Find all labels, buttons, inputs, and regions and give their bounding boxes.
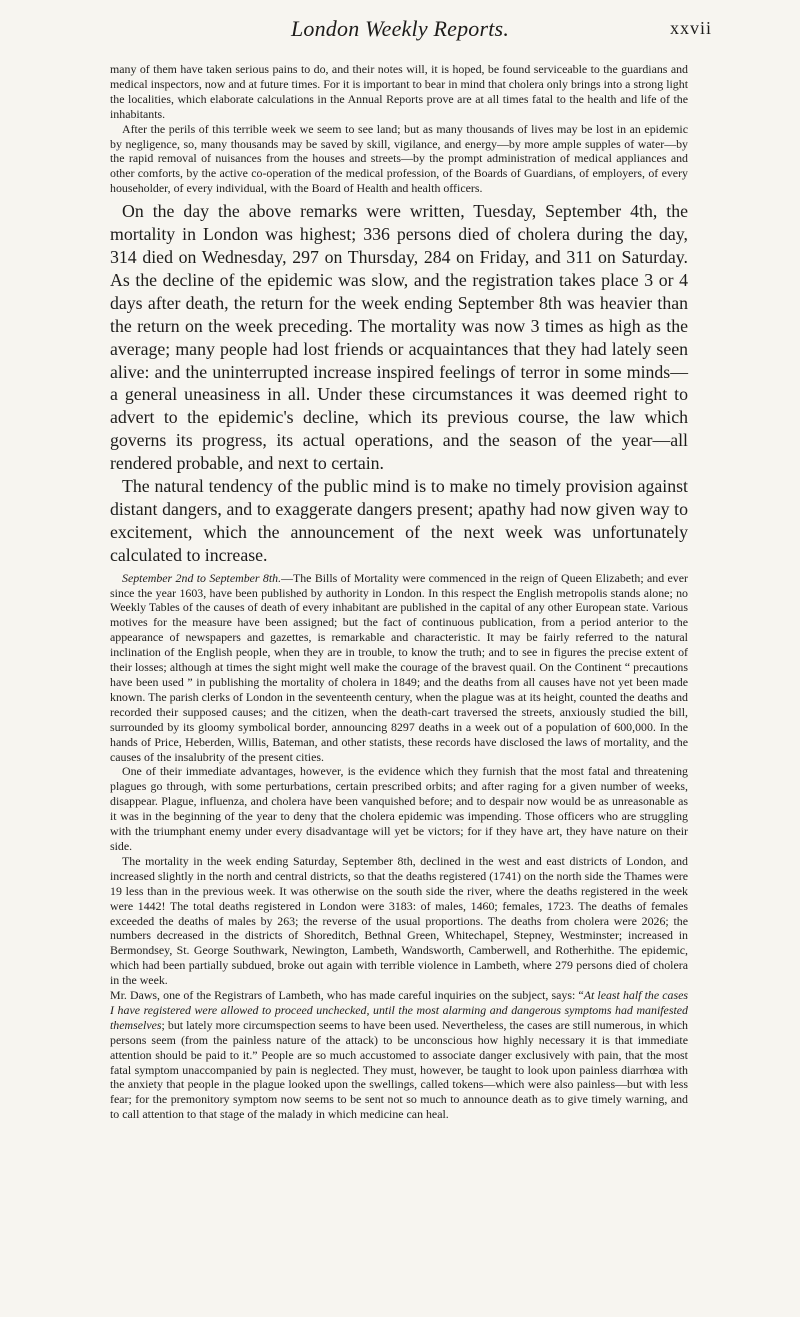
body-text	[110, 62, 688, 1122]
paragraph-perils-week: After the perils of this terrible week we seem to see land; but as many thousands of lives may be lost in an epidemic by negligence, so, many thousands may be saved by skill, vigilance, and energy—by more ample supples of water—by the rapid removal of nuisances from the houses and streets—by the prompt administration of medical appliances and other comforts, by the active co-operation of the medical profession, of the Boards of Guardians, of employers, of every householder, of every individual, with the Board of Health and health officers.	[110, 121, 688, 196]
paragraph-week-statistics: The mortality in the week ending Saturday, September 8th, declined in the west and east districts of London, and increased slightly in the north and central districts, so that the deaths registered (1741) on the north side the Thames were 19 less than in the previous week. It was otherwise on the south side the river, where the deaths registered in the week were 1442! The total deaths registered in London were 3183: of males, 1460; females, 1723. The deaths of females exceeded the deaths of males by 263; the reverse of the usual proportions. The deaths from cholera were 2026; the numbers decreased in the districts of Shoreditch, Bethnal Green, Whitechapel, Stepney, Westminster; increased in Bermondsey, St. George Southwark, Newington, Lambeth, Wandsworth, Camberwell, and Rotherhithe. The epidemic, which had been partially subdued, broke out again with terrible violence in Lambeth, where 279 persons died of cholera in the week.	[110, 853, 688, 988]
paragraph-registrar-quote	[110, 988, 688, 1122]
paragraph-mortality-highest: On the day the above remarks were written, Tuesday, September 4th, the mortality in London was highest; 336 persons died of cholera during the day, 314 died on Wednesday, 297 on Thursday, 284 on Friday, and 311 on Saturday. As the decline of the epidemic was slow, and the registration takes place 3 or 4 days after death, the return for the week ending September 8th was heavier than the return on the week preceding. The mortality was now 3 times as high as the average; many people had lost friends or acquaintances that they had lately seen alive: and the uninterrupted increase inspired feelings of terror in some minds—a general uneasiness in all. Under these circumstances it was deemed right to advert to the epidemic's decline, which its previous course, the law which governs its progress, its actual operations, and the season of the year—all rendered probable, and next to certain.	[110, 201, 688, 474]
quote-lead: Mr. Daws, one of the Registrars of Lambeth, who has made careful inquiries on the subject, says: “	[110, 988, 584, 1003]
paragraph-bills-of-mortality	[110, 571, 688, 765]
paragraph-guardians-notes: many of them have taken serious pains to do, and their notes will, it is hoped, be found serviceable to the guardians and medical inspectors, now and at future times. For it is important to bear in mind that cholera only brings into a strong light the localities, which elaborate calculations in the Annual Reports prove are at all times fatal to the health and life of the inhabitants.	[110, 62, 688, 121]
page-header	[110, 10, 712, 46]
paragraph-advantages: One of their immediate advantages, however, is the evidence which they furnish that the most fatal and threatening plagues go through, with some perturbations, certain prescribed orbits; and after raging for a given number of weeks, disappear. Plague, influenza, and cholera have been vanquished before; and to despair now would be as unreasonable as it was in the beginning of the year to deny that the cholera epidemic was impending. Those officers who are struggling with the triumphant enemy under every disadvantage will yet be victors; for if they have art, they have nature on their side.	[110, 764, 688, 853]
section-heading: September 2nd to September 8th.	[122, 570, 282, 585]
running-title: London Weekly Reports.	[290, 16, 510, 41]
page-number: xxvii	[669, 18, 712, 38]
quote-rest: ; but lately more circumspection seems to have been used. Nevertheless, the cases are still numerous, in which persons seem (from the painless nature of the attack) to be unconscious how highly necessary it is that immediate attention should be paid to it.” People are so much accustomed to associate danger exclusively with pain, that the most fatal symptom unaccompanied by pain is neglected. They must, however, be taught to look upon painless diarrhœa with the anxiety that people in the plague looked upon the swellings, called tokens—which were also painless—but with less fear; for the premonitory symptom now seems to be sent not so much to announce death as to give timely warning, and to call attention to that stage of the malady in which medicine can heal.	[110, 1017, 688, 1122]
paragraph-bills-text: —The Bills of Mortality were commenced in the reign of Queen Elizabeth; and ever since the year 1603, have been published by authority in London. In this respect the English metropolis stands alone; no Weekly Tables of the causes of death of every inhabitant are published in the capital of any other European state. Various motives for the measure have been assigned; but the fact of continuous publication, from a period anterior to the appearance of newspapers and gazettes, is remarkable and characteristic. It may be fairly referred to the natural inclination of the English people, when they are in trouble, to know the truth; and to see in figures the precise extent of their losses; although at times the sight might well make the courage of the bravest quail. On the Continent “ precautions have been used ” in publishing the mortality of cholera in 1849; and the deaths from all causes have not yet been made known. The parish clerks of London in the seventeenth century, when the plague was at its height, counted the deaths and recorded their supposed causes; and the citizen, when the death-cart traversed the streets, anxiously studied the bill, surrounded by its gloomy symbolical border, announcing 8297 deaths in a week out of a population of 600,000. In the hands of Price, Heberden, Willis, Bateman, and other statists, these records have disclosed the laws of mortality, and the causes of the insalubrity of the present cities.	[110, 570, 688, 764]
paragraph-public-mind: The natural tendency of the public mind is to make no timely provision against distant dangers, and to exaggerate dangers present; apathy had now given way to excitement, which the announcement of the next week was unfortunately calculated to increase.	[110, 476, 688, 565]
quote-italic: At least half the cases I have registered were allowed to proceed unchecked, until the most alarming and dangerous symptoms had manifested themselves	[110, 988, 688, 1032]
